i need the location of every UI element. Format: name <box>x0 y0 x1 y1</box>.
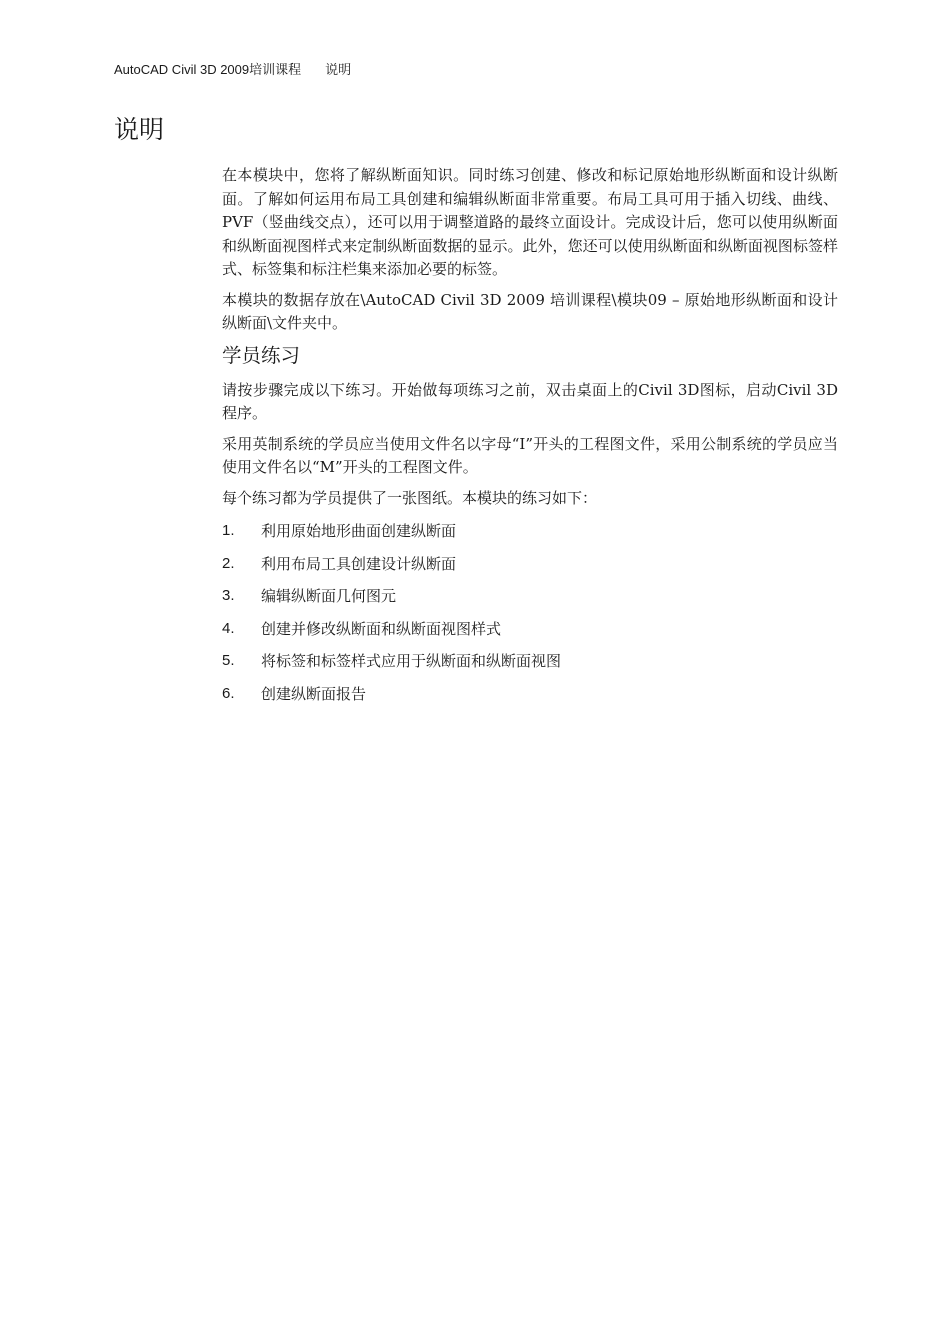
list-item-text: 创建纵断面报告 <box>261 684 367 703</box>
exercise-intro-paragraph: 每个练习都为学员提供了一张图纸。本模块的练习如下： <box>222 488 598 507</box>
practice-instructions-paragraph: 请按步骤完成以下练习。开始做每项练习之前，双击桌面上的Civil 3D图标，启动Civil 3D程序。 <box>222 380 838 422</box>
list-item <box>222 650 838 672</box>
list-item-number: 6. <box>222 684 235 702</box>
list-item-text: 利用布局工具创建设计纵断面 <box>261 554 457 573</box>
list-item-text: 利用原始地形曲面创建纵断面 <box>261 522 457 540</box>
list-item-text: 将标签和标签样式应用于纵断面和纵断面视图 <box>261 652 562 670</box>
page-title: 说明 <box>114 115 165 144</box>
exercise-list <box>222 520 838 705</box>
main-content <box>222 164 838 715</box>
intro-paragraph: 在本模块中，您将了解纵断面知识。同时练习创建、修改和标记原始地形纵断面和设计纵断面。了解如何运用布局工具创建和编辑纵断面非常重要。布局工具可用于插入切线、曲线、PVF（竖曲线交点），还可以用于调整道路的最终立面设计。完成设计后，您可以使用纵断面和纵断面视图样式来定制纵断面数据的显示。此外，您还可以使用纵断面和纵断面视图标签样式、标签集和标注栏集来添加必要的标签。 <box>222 166 838 278</box>
list-item-text: 编辑纵断面几何图元 <box>261 587 397 605</box>
header-section-name: 说明 <box>325 62 352 77</box>
list-item <box>222 585 838 607</box>
list-item-number: 1. <box>222 522 235 539</box>
running-header <box>114 61 351 78</box>
list-item-number: 4. <box>222 619 235 637</box>
list-item <box>222 683 838 705</box>
list-item-number: 5. <box>222 652 235 669</box>
header-course-title: AutoCAD Civil 3D 2009培训课程 <box>114 62 302 77</box>
list-item-number: 3. <box>222 587 235 604</box>
data-location-paragraph: 本模块的数据存放在\AutoCAD Civil 3D 2009 培训课程\模块09 – 原始地形纵断面和设计纵断面\文件夹中。 <box>222 290 838 332</box>
unit-system-paragraph: 采用英制系统的学员应当使用文件名以字母“I”开头的工程图文件，采用公制系统的学员应当使用文件名以“M”开头的工程图文件。 <box>222 434 838 476</box>
practice-heading: 学员练习 <box>222 343 301 367</box>
list-item <box>222 553 838 575</box>
list-item-number: 2. <box>222 554 235 572</box>
list-item-text: 创建并修改纵断面和纵断面视图样式 <box>261 619 502 638</box>
list-item <box>222 618 838 640</box>
list-item <box>222 520 838 542</box>
